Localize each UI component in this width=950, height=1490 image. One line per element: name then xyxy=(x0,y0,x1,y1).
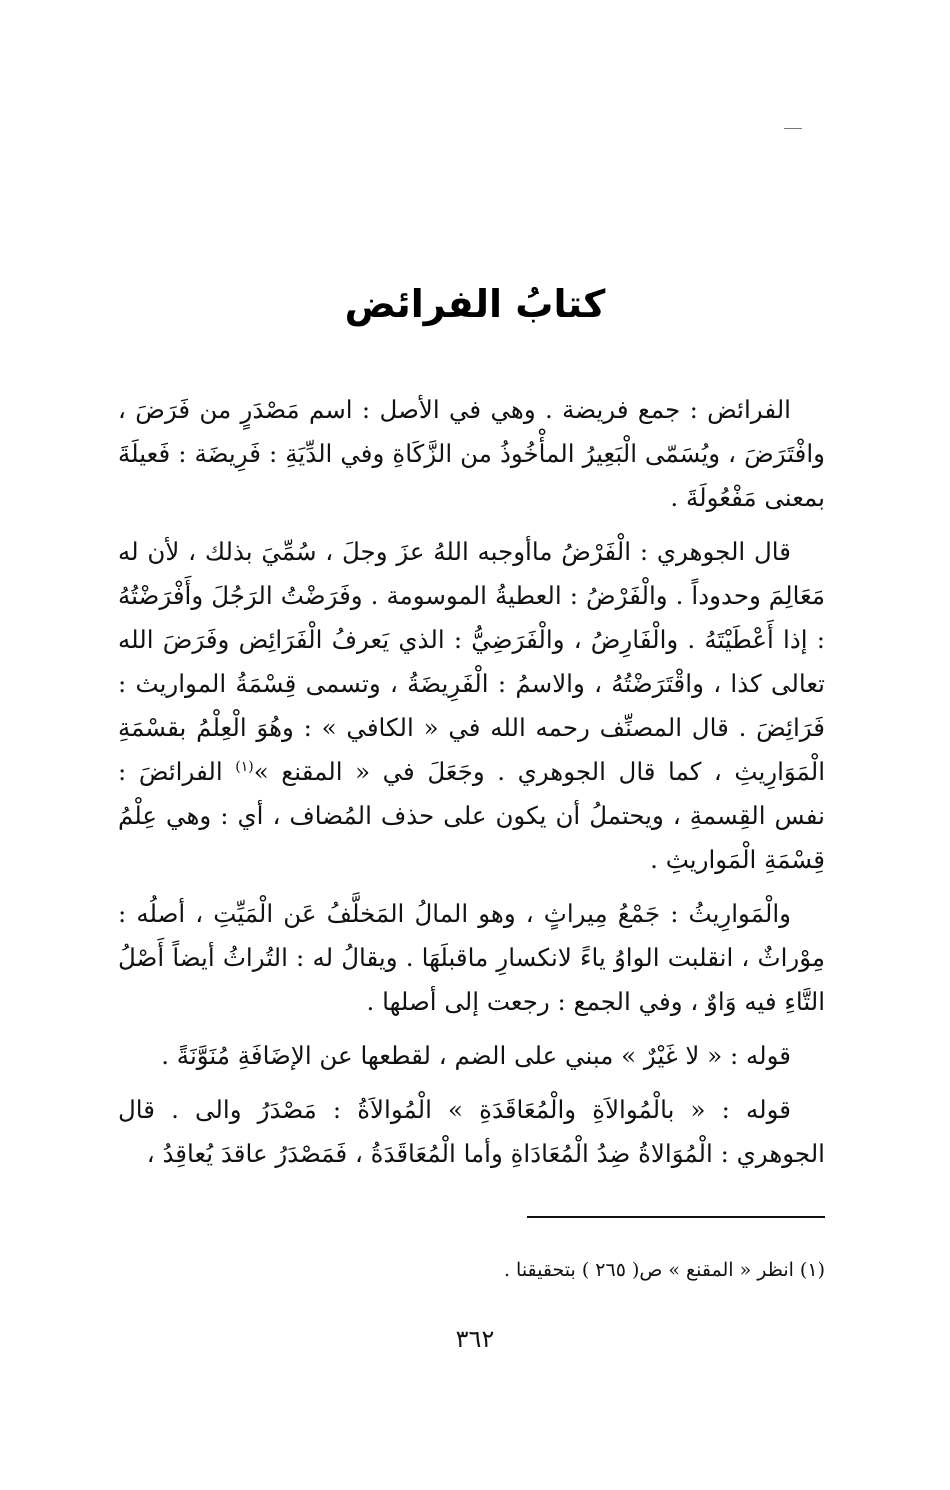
paragraph-2-continuation: الفرائضَ : نفس القِسمةِ ، ويحتملُ أن يكون على حذف المُضاف ، أي : وهي عِلْمُ قِسْمَةِ الْمَواريثِ . xyxy=(118,757,825,874)
paragraph-3: والْمَوارِيثُ : جَمْعُ مِيراثٍ ، وهو المالُ المَخلَّفُ عَن الْمَيِّتِ ، أصلُه : مِوْراثٌ ، انقلبت الواوُ ياءً لانكسارِ ماقبلَهَا . ويقالُ له : التُراثُ أيضاً أَصْلُ التَّاءِ فيه وَاوٌ ، وفي الجمع : رجعت إلى أصلها . xyxy=(118,899,825,1016)
paragraph-1: الفرائض : جمع فريضة . وهي في الأصل : اسم مَصْدَرٍ من فَرَضَ ، وافْتَرَضَ ، ويُسَمّى الْبَعِيرُ المأْخُوذُ من الزَّكَاةِ وفي الدِّيَةِ : فَرِيضَة : فَعيلَةَ بمعنى مَفْعُولَةَ . xyxy=(118,395,825,512)
paragraph-2 xyxy=(118,530,825,882)
scan-mark xyxy=(784,128,802,129)
paragraph-4: قوله : « لا غَيْرٌ » مبني على الضم ، لقطعها عن الإضَافَةِ مُنَوَّنَةً . xyxy=(161,1041,791,1070)
chapter-title: كتابُ الفرائض xyxy=(344,282,606,326)
footnote-reference[interactable]: (١) xyxy=(235,758,254,775)
body-text xyxy=(118,388,825,1176)
paragraph-5: قوله : « بالْمُوالاَةِ والْمُعَاقَدَةِ » الْمُوالاَةُ : مَصْدَرُ والى . قال الجوهري : الْمُوَالاةُ ضِدُ الْمُعَادَاةِ وأما الْمُعَاقَدَةُ ، فَمَصْدَرُ عاقدَ يُعاقِدُ ، xyxy=(118,1095,825,1168)
page-number: ٣٦٢ xyxy=(455,1325,495,1353)
footnote: (١) انظر « المقنع » ص( ٢٦٥ ) بتحقيقنا . xyxy=(503,1259,825,1281)
paragraph-2-text: قال الجوهري : الْفَرْضُ ماأوجبه اللهُ عزَ وجلَ ، سُمِّيَ بذلك ، لأن له مَعَالِمَ وحدوداً . والْفَرْضُ : العطيةُ الموسومة . وفَرَضْتُ الرَجُلَ وأَفْرَضْتُهُ : إذا أَعْطَيْتَهُ . والْفَارِضُ ، والْفَرَضِيُّ : الذي يَعرفُ الْفَرَائِض وفَرَضَ الله تعالى كذا ، واقْتَرَضْتُهُ ، والاسمُ : الْفَرِيضَةُ ، وتسمى قِسْمَةُ المواريث : فَرَائِضَ . قال المصنِّف رحمه الله في « الكافي » : وهُوَ الْعِلْمُ بقسْمَةِ الْمَوَارِيثِ ، كما قال الجوهري . وجَعَلَ في « المقنع » xyxy=(118,537,825,786)
footnote-divider xyxy=(527,1216,825,1218)
